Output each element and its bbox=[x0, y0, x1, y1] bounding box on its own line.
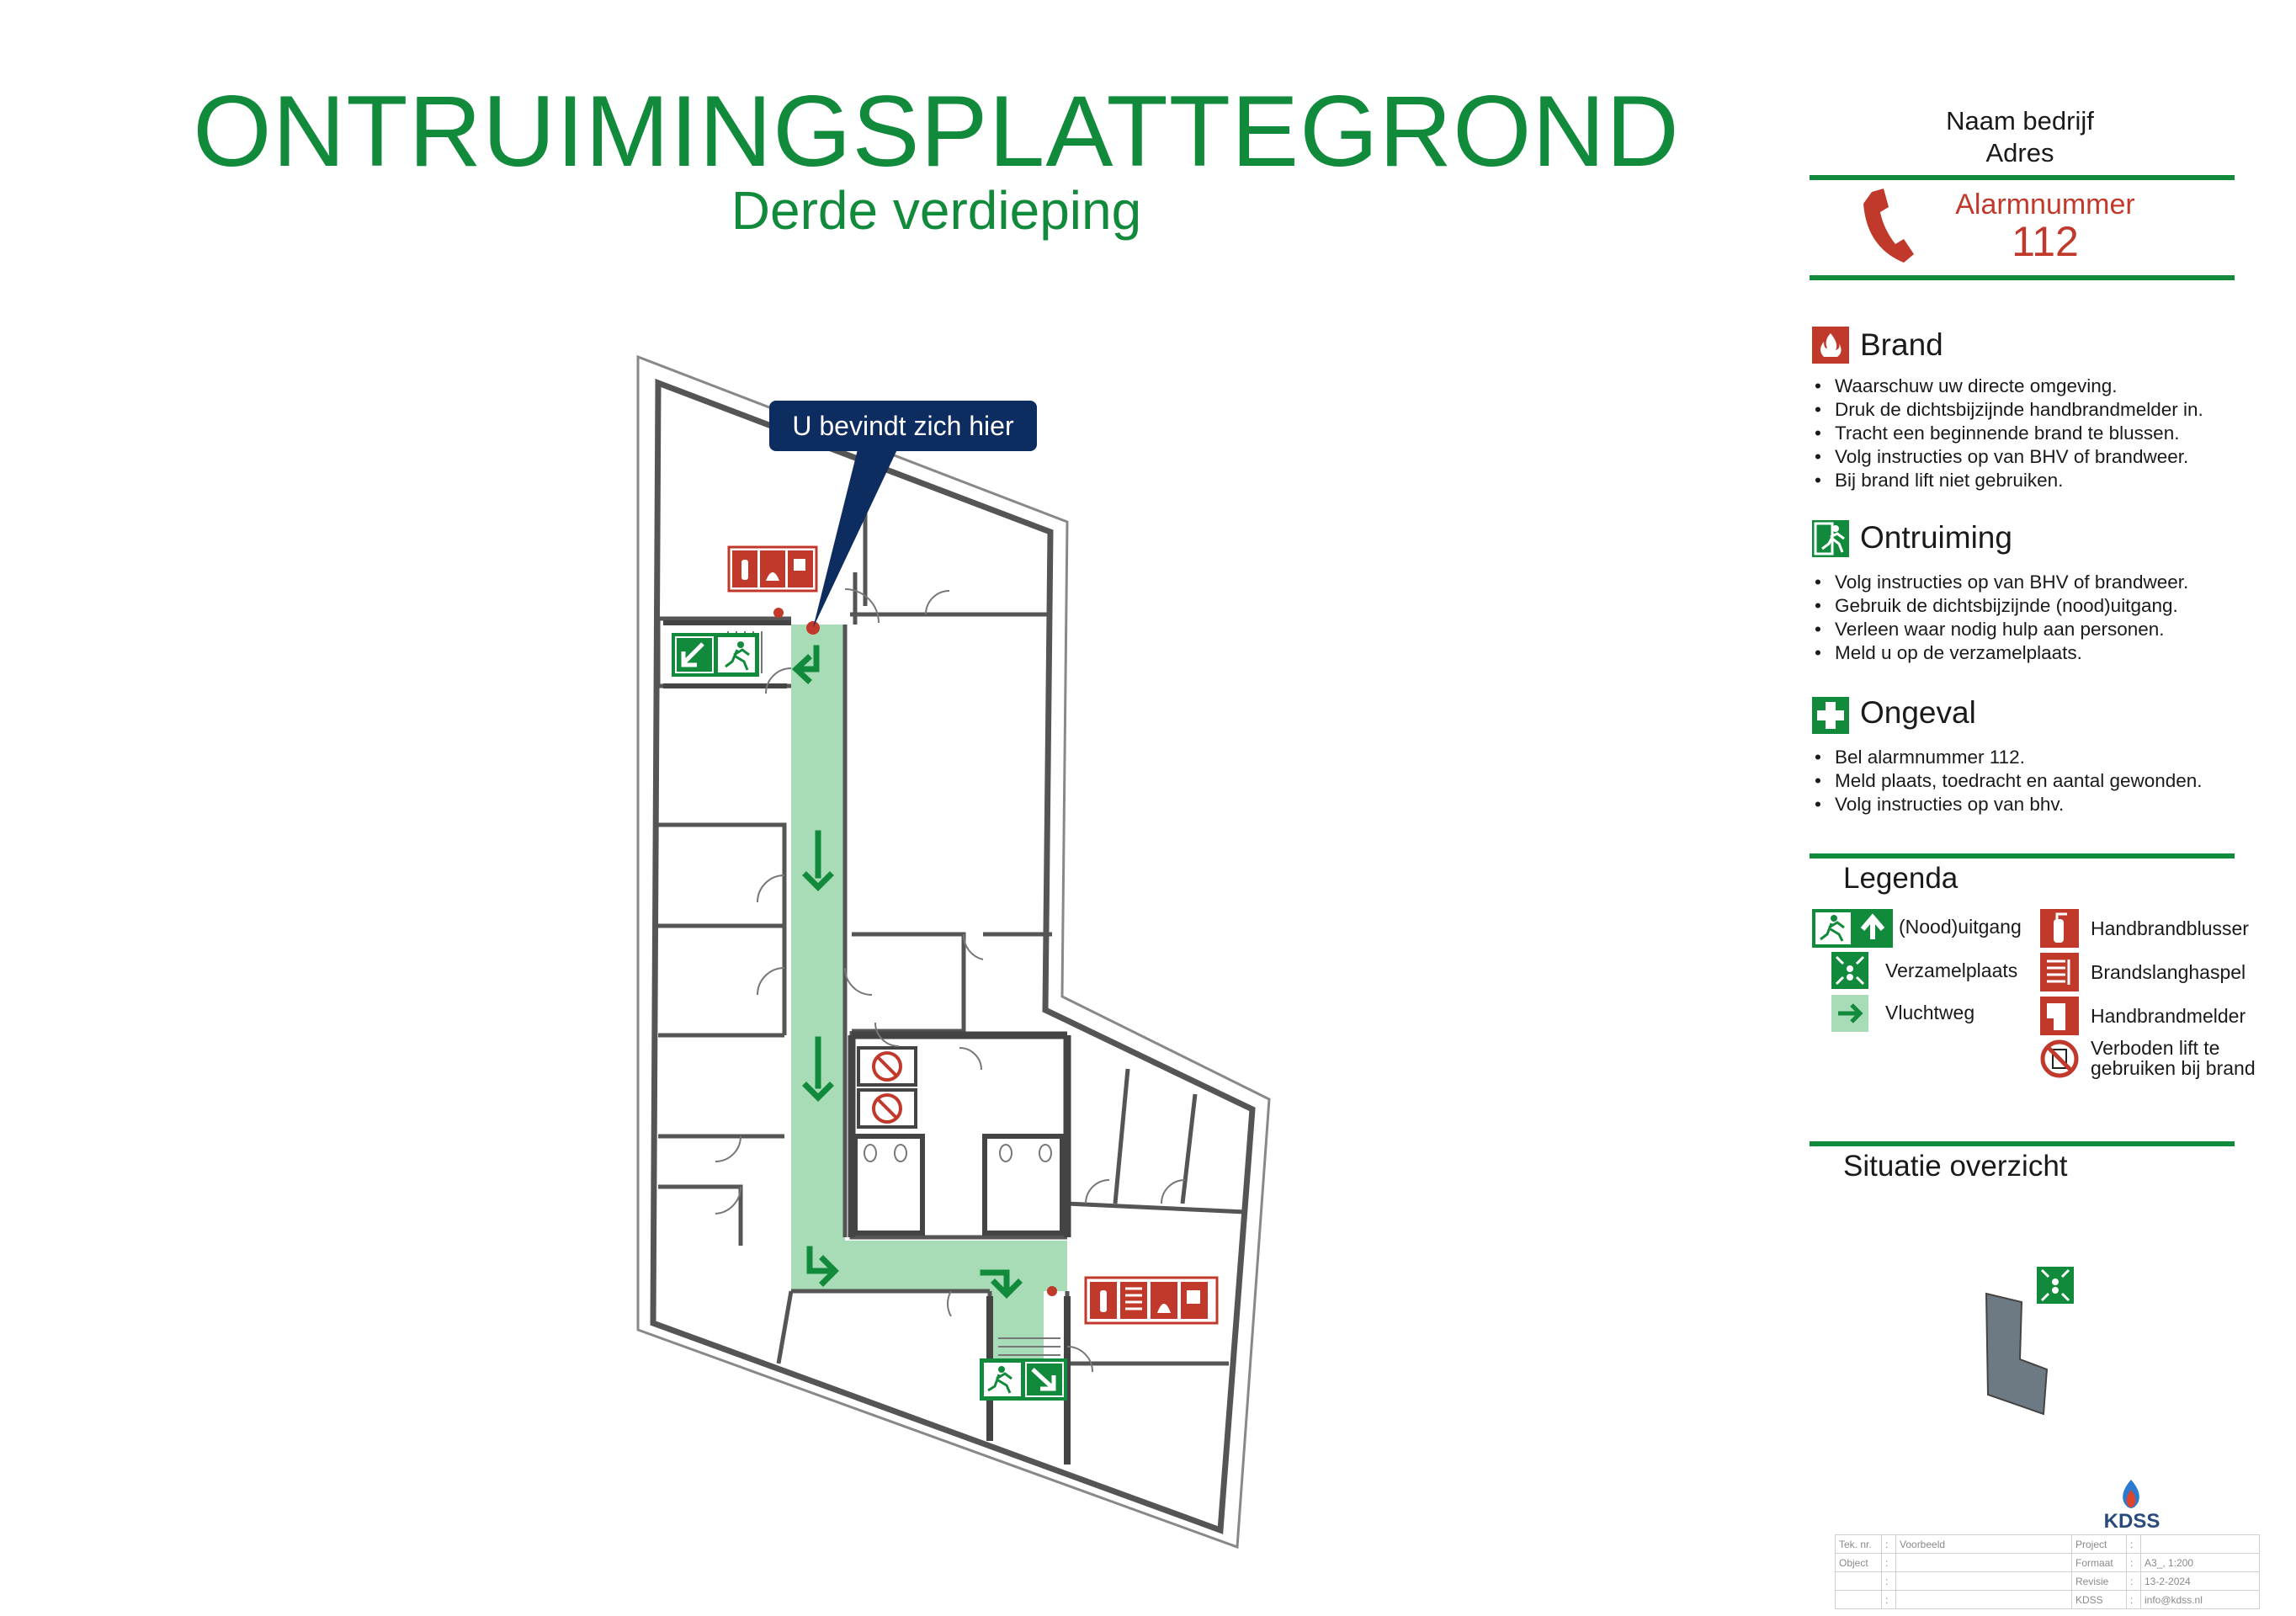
list-item: • Volg instructies op van BHV of brandweer. bbox=[1810, 445, 2230, 469]
table-cell: : bbox=[1882, 1535, 1896, 1554]
equipment-dot bbox=[773, 608, 784, 618]
lift-shafts bbox=[858, 1048, 916, 1127]
legend-title: Legenda bbox=[1843, 862, 1959, 895]
table-cell: Formaat bbox=[2072, 1554, 2127, 1572]
fire-equipment-sign-top bbox=[729, 547, 816, 591]
table-cell: A3_, 1:200 bbox=[2141, 1554, 2260, 1572]
legend-nolift-line1: Verboden lift te bbox=[2091, 1037, 2220, 1059]
kdss-logo-text: KDSS bbox=[2103, 1510, 2160, 1533]
first-aid-cross-icon bbox=[1812, 697, 1849, 734]
company-name: Naam bedrijf bbox=[1946, 106, 2094, 136]
exit-sign-top bbox=[672, 633, 759, 677]
table-cell: : bbox=[2127, 1535, 2141, 1554]
table-cell: : bbox=[1882, 1554, 1896, 1572]
table-cell: : bbox=[1882, 1572, 1896, 1591]
assembly-point-icon bbox=[1831, 952, 1868, 989]
fire-extinguisher-icon bbox=[2040, 909, 2079, 948]
table-cell: Tek. nr. bbox=[1836, 1535, 1882, 1554]
running-man-icon bbox=[1812, 520, 1849, 557]
exit-sign-bottom bbox=[980, 1358, 1067, 1401]
legend-hose-label: Brandslanghaspel bbox=[2091, 961, 2246, 983]
table-cell bbox=[1896, 1591, 2072, 1609]
page-title: ONTRUIMINGSPLATTEGROND bbox=[193, 75, 1680, 188]
list-item: • Verleen waar nodig hulp aan personen. bbox=[1810, 618, 2230, 641]
phone-icon bbox=[1858, 187, 1917, 268]
list-item: • Bij brand lift niet gebruiken. bbox=[1810, 469, 2230, 492]
table-cell: info@kdss.nl bbox=[2141, 1591, 2260, 1609]
hose-reel-icon bbox=[2040, 953, 2079, 991]
site-overview-map bbox=[1969, 1267, 2087, 1418]
building-outline bbox=[638, 357, 1269, 1547]
you-are-here-callout bbox=[769, 401, 1037, 451]
list-item: • Meld plaats, toedracht en aantal gewonden. bbox=[1810, 769, 2230, 793]
divider bbox=[1810, 853, 2235, 858]
route-legend-icon bbox=[1831, 995, 1868, 1032]
legend-nolift-line2: gebruiken bij brand bbox=[2091, 1057, 2256, 1079]
divider bbox=[1810, 275, 2235, 280]
table-cell: Revisie bbox=[2072, 1572, 2127, 1591]
table-cell: 13-2-2024 bbox=[2141, 1572, 2260, 1591]
table-cell: : bbox=[2127, 1572, 2141, 1591]
table-cell: Voorbeeld bbox=[1896, 1535, 2072, 1554]
section-title-brand: Brand bbox=[1860, 327, 1943, 362]
list-item: • Waarschuw uw directe omgeving. bbox=[1810, 375, 2230, 398]
list-item: • Tracht een beginnende brand te blussen. bbox=[1810, 422, 2230, 445]
table-cell: Project bbox=[2072, 1535, 2127, 1554]
section-title-ongeval: Ongeval bbox=[1860, 695, 1976, 730]
toilets bbox=[864, 1145, 1051, 1162]
table-cell bbox=[1896, 1554, 2072, 1572]
exit-legend-icon bbox=[1812, 909, 1893, 948]
table-cell bbox=[1836, 1591, 1882, 1609]
fire-icon bbox=[1812, 327, 1849, 364]
table-cell: Object bbox=[1836, 1554, 1882, 1572]
table-cell bbox=[1836, 1572, 1882, 1591]
table-cell: KDSS bbox=[2072, 1591, 2127, 1609]
page-subtitle: Derde verdieping bbox=[731, 180, 1142, 241]
no-lift-sign bbox=[874, 1053, 901, 1122]
table-row bbox=[1836, 1591, 2260, 1609]
table-cell bbox=[2141, 1535, 2260, 1554]
list-item: • Volg instructies op van BHV of brandweer. bbox=[1810, 571, 2230, 594]
equipment-dot bbox=[1047, 1286, 1057, 1296]
table-cell bbox=[1896, 1572, 2072, 1591]
legend-extinguisher-label: Handbrandblusser bbox=[2091, 917, 2249, 939]
legend-route-label: Vluchtweg bbox=[1885, 1002, 1975, 1023]
list-item: • Druk de dichtsbijzijnde handbrandmelder in. bbox=[1810, 398, 2230, 422]
table-row bbox=[1836, 1572, 2260, 1591]
company-address: Adres bbox=[1985, 138, 2054, 167]
call-point-icon bbox=[2040, 997, 2079, 1035]
legend-nolift-label bbox=[2091, 1038, 2256, 1078]
list-item: • Meld u op de verzamelplaats. bbox=[1810, 641, 2230, 665]
alarm-label: Alarmnummer bbox=[1955, 189, 2135, 221]
overview-title: Situatie overzicht bbox=[1843, 1150, 2068, 1183]
legend-assembly-label: Verzamelplaats bbox=[1885, 960, 2018, 981]
evacuation-instructions bbox=[1810, 571, 2230, 665]
no-lift-icon bbox=[2040, 1039, 2079, 1078]
brand-instructions bbox=[1810, 375, 2230, 492]
legend-callpoint-label: Handbrandmelder bbox=[2091, 1005, 2246, 1027]
legend-exit-label: (Nood)uitgang bbox=[1899, 916, 2022, 938]
divider bbox=[1810, 1141, 2235, 1146]
table-cell: : bbox=[2127, 1591, 2141, 1609]
table-cell: : bbox=[2127, 1554, 2141, 1572]
title-block bbox=[1835, 1534, 2260, 1609]
fire-equipment-sign-bottom bbox=[1086, 1278, 1217, 1323]
escape-route bbox=[791, 625, 1067, 1367]
alarm-number: 112 bbox=[2012, 218, 2079, 265]
table-row bbox=[1836, 1554, 2260, 1572]
section-title-ontruiming: Ontruiming bbox=[1860, 520, 2012, 555]
list-item: • Gebruik de dichtsbijzijnde (nood)uitgang. bbox=[1810, 594, 2230, 618]
you-are-here-label: U bevindt zich hier bbox=[792, 411, 1014, 441]
list-item: • Bel alarmnummer 112. bbox=[1810, 746, 2230, 769]
table-row bbox=[1836, 1535, 2260, 1554]
list-item: • Volg instructies op van bhv. bbox=[1810, 793, 2230, 816]
table-cell: : bbox=[1882, 1591, 1896, 1609]
divider bbox=[1810, 175, 2235, 180]
accident-instructions bbox=[1810, 746, 2230, 816]
